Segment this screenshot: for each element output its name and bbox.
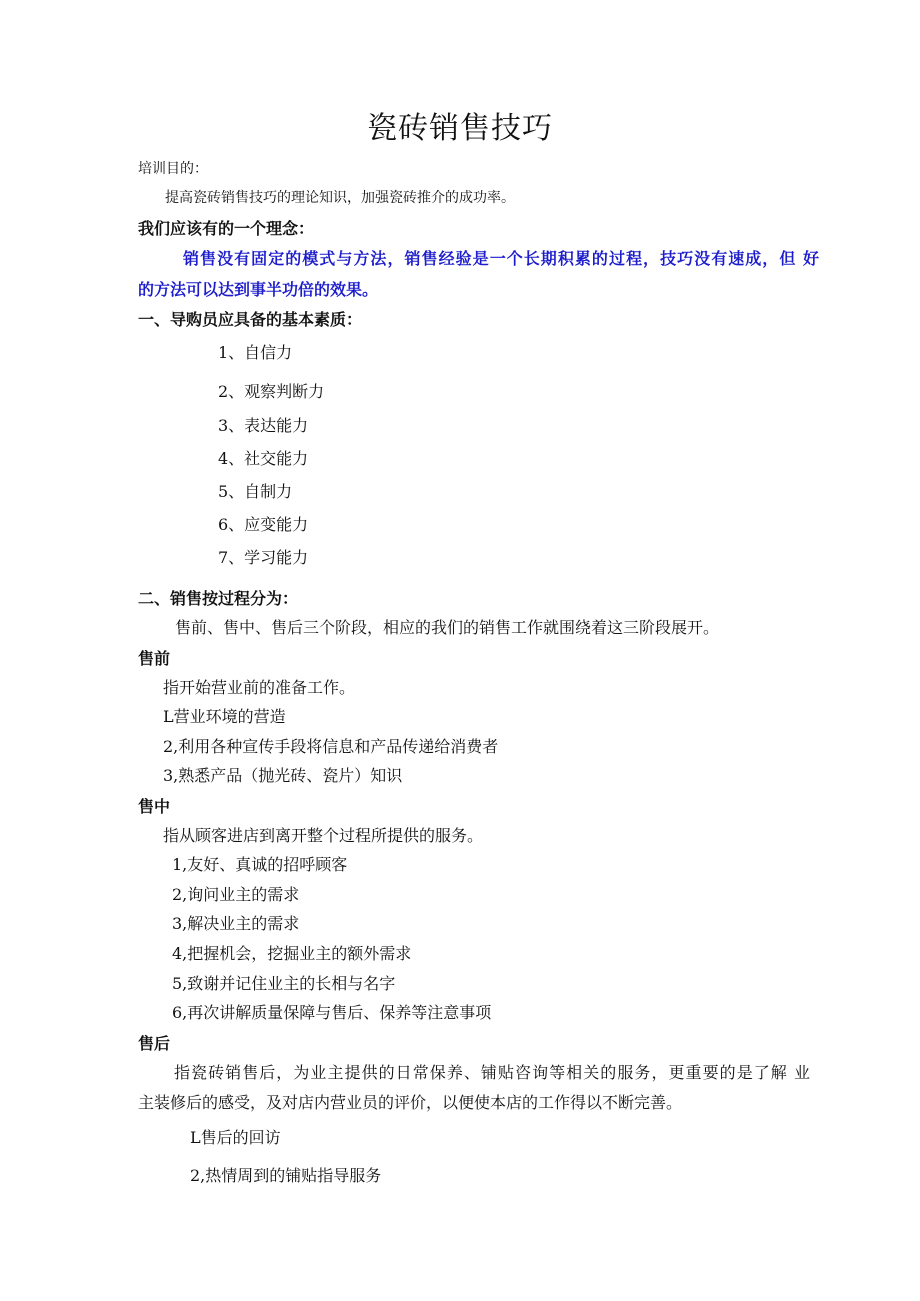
aftersale-heading: 售后 bbox=[138, 1034, 171, 1053]
insale-desc: 指从顾客进店到离开整个过程所提供的服务。 bbox=[163, 826, 484, 845]
document-title: 瓷砖销售技巧 bbox=[367, 111, 553, 146]
insale-item: 1,友好、真诚的招呼顾客 bbox=[172, 855, 348, 874]
insale-item: 6,再次讲解质量保障与售后、保养等注意事项 bbox=[172, 1003, 492, 1022]
quality-item: 5、自制力 bbox=[218, 482, 293, 501]
quality-item: 3、表达能力 bbox=[218, 416, 309, 435]
aftersale-desc-line-1: 指瓷砖销售后，为业主提供的日常保养、铺贴咨询等相关的服务，更重要的是了解 业 bbox=[174, 1063, 810, 1082]
presale-heading: 售前 bbox=[138, 649, 171, 668]
insale-item: 5,致谢并记住业主的长相与名字 bbox=[172, 974, 396, 993]
presale-item: 3,熟悉产品（抛光砖、瓷片）知识 bbox=[163, 766, 403, 785]
insale-item: 3,解决业主的需求 bbox=[172, 914, 300, 933]
insale-item: 4,把握机会，挖掘业主的额外需求 bbox=[172, 944, 412, 963]
quality-item: 1、自信力 bbox=[218, 343, 293, 362]
philosophy-line-1: 销售没有固定的模式与方法，销售经验是一个长期积累的过程，技巧没有速成，但 好 bbox=[183, 249, 819, 268]
quality-item: 6、应变能力 bbox=[218, 515, 309, 534]
philosophy-heading: 我们应该有的一个理念： bbox=[138, 219, 315, 238]
presale-item: L营业环境的营造 bbox=[163, 707, 286, 726]
training-purpose-label: 培训目的： bbox=[138, 161, 208, 177]
section1-heading: 一、导购员应具备的基本素质： bbox=[138, 310, 363, 329]
quality-item: 2、观察判断力 bbox=[218, 382, 325, 401]
presale-desc: 指开始营业前的准备工作。 bbox=[163, 678, 356, 697]
insale-heading: 售中 bbox=[138, 797, 171, 816]
aftersale-item: L售后的回访 bbox=[190, 1128, 281, 1147]
aftersale-desc-line-2: 主装修后的感受，及对店内营业员的评价，以便使本店的工作得以不断完善。 bbox=[138, 1093, 683, 1112]
aftersale-item: 2,热情周到的铺贴指导服务 bbox=[190, 1166, 382, 1185]
training-purpose-text: 提高瓷砖销售技巧的理论知识，加强瓷砖推介的成功率。 bbox=[165, 190, 515, 206]
philosophy-line-2: 的方法可以达到事半功倍的效果。 bbox=[138, 280, 379, 299]
presale-item: 2,利用各种宣传手段将信息和产品传递给消费者 bbox=[163, 737, 499, 756]
section2-heading: 二、销售按过程分为： bbox=[138, 589, 299, 608]
quality-item: 7、学习能力 bbox=[218, 548, 309, 567]
section2-intro: 售前、售中、售后三个阶段，相应的我们的销售工作就围绕着这三阶段展开。 bbox=[175, 618, 720, 637]
insale-item: 2,询问业主的需求 bbox=[172, 885, 300, 904]
quality-item: 4、社交能力 bbox=[218, 449, 309, 468]
